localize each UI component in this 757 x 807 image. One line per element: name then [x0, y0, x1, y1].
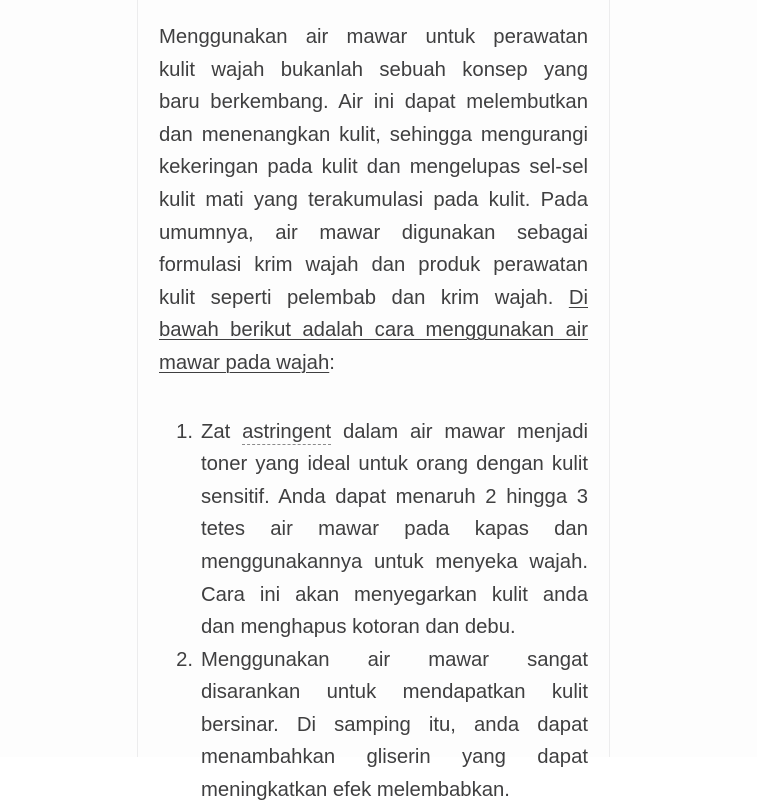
paragraph-line: baru berkembang. Air ini dapat melembutkan — [159, 91, 588, 114]
list-line: toner yang ideal untuk orang dengan kulit — [201, 453, 588, 476]
trailing-colon: : — [329, 351, 335, 374]
list-line-suffix: dalam air mawar menjadi — [331, 420, 588, 443]
steps-list — [138, 380, 609, 807]
column-rule-right — [609, 0, 610, 757]
list-line-prefix: Zat — [201, 420, 243, 443]
list-line-with-dashed-term — [201, 416, 588, 449]
list-line: disarankan untuk mendapatkan kulit — [201, 681, 588, 704]
paragraph-line: kulit wajah bukanlah sebuah konsep yang — [159, 58, 588, 81]
list-item — [138, 416, 609, 644]
paragraph-line-text: kulit seperti pelembab dan krim wajah. — [159, 286, 569, 309]
underlined-line-last — [159, 347, 588, 380]
list-item — [138, 644, 609, 807]
list-line: Menggunakan air mawar sangat — [201, 648, 588, 671]
list-marker: 2. — [176, 648, 193, 671]
list-line-last: meningkatkan efek melembabkan. — [201, 779, 510, 802]
paragraph-line: kulit mati yang terakumulasi pada kulit. Pada — [159, 188, 588, 211]
underlined-line: bawah berikut adalah cara menggunakan air — [159, 319, 588, 342]
underlined-lead: Di — [568, 286, 588, 309]
paragraph-line: formulasi krim wajah dan produk perawatan — [159, 254, 589, 277]
text-column — [138, 0, 609, 802]
intro-paragraph — [138, 0, 609, 380]
paragraph-line-with-underline-start — [159, 282, 588, 315]
list-line: sensitif. Anda dapat menaruh 2 hingga 3 — [201, 485, 588, 508]
paragraph-line: dan menenangkan kulit, sehingga mengurangi — [159, 123, 588, 146]
list-line: bersinar. Di samping itu, anda dapat — [201, 713, 588, 736]
list-line: Cara ini akan menyegarkan kulit anda — [201, 583, 588, 606]
list-line: menggunakannya untuk menyeka wajah. — [201, 550, 588, 573]
article-body — [138, 0, 609, 807]
dashed-underlined-term: astringent — [242, 420, 332, 443]
list-line-last: dan menghapus kotoran dan debu. — [201, 616, 516, 639]
paragraph-line: Menggunakan air mawar untuk perawatan — [159, 26, 588, 48]
paragraph-line: kekeringan pada kulit dan mengelupas sel-sel — [159, 156, 588, 179]
list-marker: 1. — [176, 420, 193, 443]
paragraph-line: umumnya, air mawar digunakan sebagai — [159, 221, 588, 244]
list-line: menambahkan gliserin yang dapat — [201, 746, 588, 769]
underlined-line-text: mawar pada wajah — [159, 351, 330, 374]
list-line: tetes air mawar pada kapas dan — [201, 518, 588, 541]
